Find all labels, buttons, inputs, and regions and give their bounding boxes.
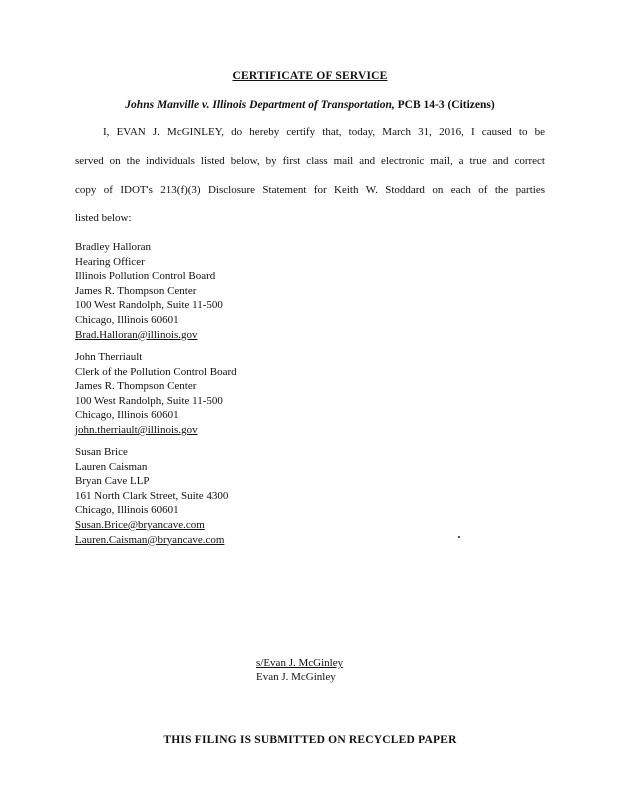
recipient-organization: Illinois Pollution Control Board (75, 270, 216, 283)
signer-name: Evan J. McGinley (256, 671, 336, 683)
recipient-organization: Bryan Cave LLP (75, 475, 150, 488)
recipient-city: Chicago, Illinois 60601 (75, 504, 179, 517)
recipient-city: Chicago, Illinois 60601 (75, 313, 179, 326)
recipient-city: Chicago, Illinois 60601 (75, 409, 179, 422)
recipient-email-link[interactable]: Susan.Brice@bryancave.com (75, 518, 205, 531)
recipient-name: Bradley Halloran (75, 241, 152, 253)
recipient-building: James R. Thompson Center (75, 380, 197, 393)
recipient-name: John Therriault (75, 351, 143, 363)
recipient-block-halloran (75, 240, 375, 342)
recipient-building: James R. Thompson Center (75, 284, 197, 297)
recipient-title: Clerk of the Pollution Control Board (75, 365, 237, 378)
scan-speck (458, 536, 460, 538)
case-name: Johns Manville v. Illinois Department of Transportation, (125, 99, 395, 111)
recipient-title: Hearing Officer (75, 255, 145, 268)
certification-paragraph-line: served on the individuals listed below, by first class mail and electronic mail, a true and correct (75, 155, 545, 167)
recipient-street: 100 West Randolph, Suite 11-500 (75, 394, 223, 407)
recycled-paper-footer: THIS FILING IS SUBMITTED ON RECYCLED PAPER (163, 734, 457, 746)
recipient-email-link[interactable]: Lauren.Caisman@bryancave.com (75, 533, 225, 546)
case-caption (0, 99, 620, 111)
recipient-name: Lauren Caisman (75, 460, 148, 473)
recipient-street: 100 West Randolph, Suite 11-500 (75, 299, 223, 312)
certification-paragraph-line: listed below: (75, 212, 132, 224)
signature-block (256, 656, 343, 684)
recipient-name: Susan Brice (75, 446, 128, 458)
recipient-email-link[interactable]: Brad.Halloran@illinois.gov (75, 328, 198, 341)
document-title: CERTIFICATE OF SERVICE (232, 70, 388, 82)
certification-paragraph-line: I, EVAN J. McGINLEY, do hereby certify that, today, March 31, 2016, I caused to be (103, 126, 545, 138)
certification-paragraph-line: copy of IDOT's 213(f)(3) Disclosure Statement for Keith W. Stoddard on each of the parties (75, 184, 545, 196)
recipient-street: 161 North Clark Street, Suite 4300 (75, 489, 229, 502)
case-number: PCB 14-3 (Citizens) (394, 99, 495, 111)
recipient-block-therriault (75, 350, 375, 438)
recipient-email-link[interactable]: john.therriault@illinois.gov (75, 423, 198, 436)
electronic-signature: s/Evan J. McGinley (256, 657, 344, 669)
recipient-block-bryan-cave (75, 445, 375, 547)
